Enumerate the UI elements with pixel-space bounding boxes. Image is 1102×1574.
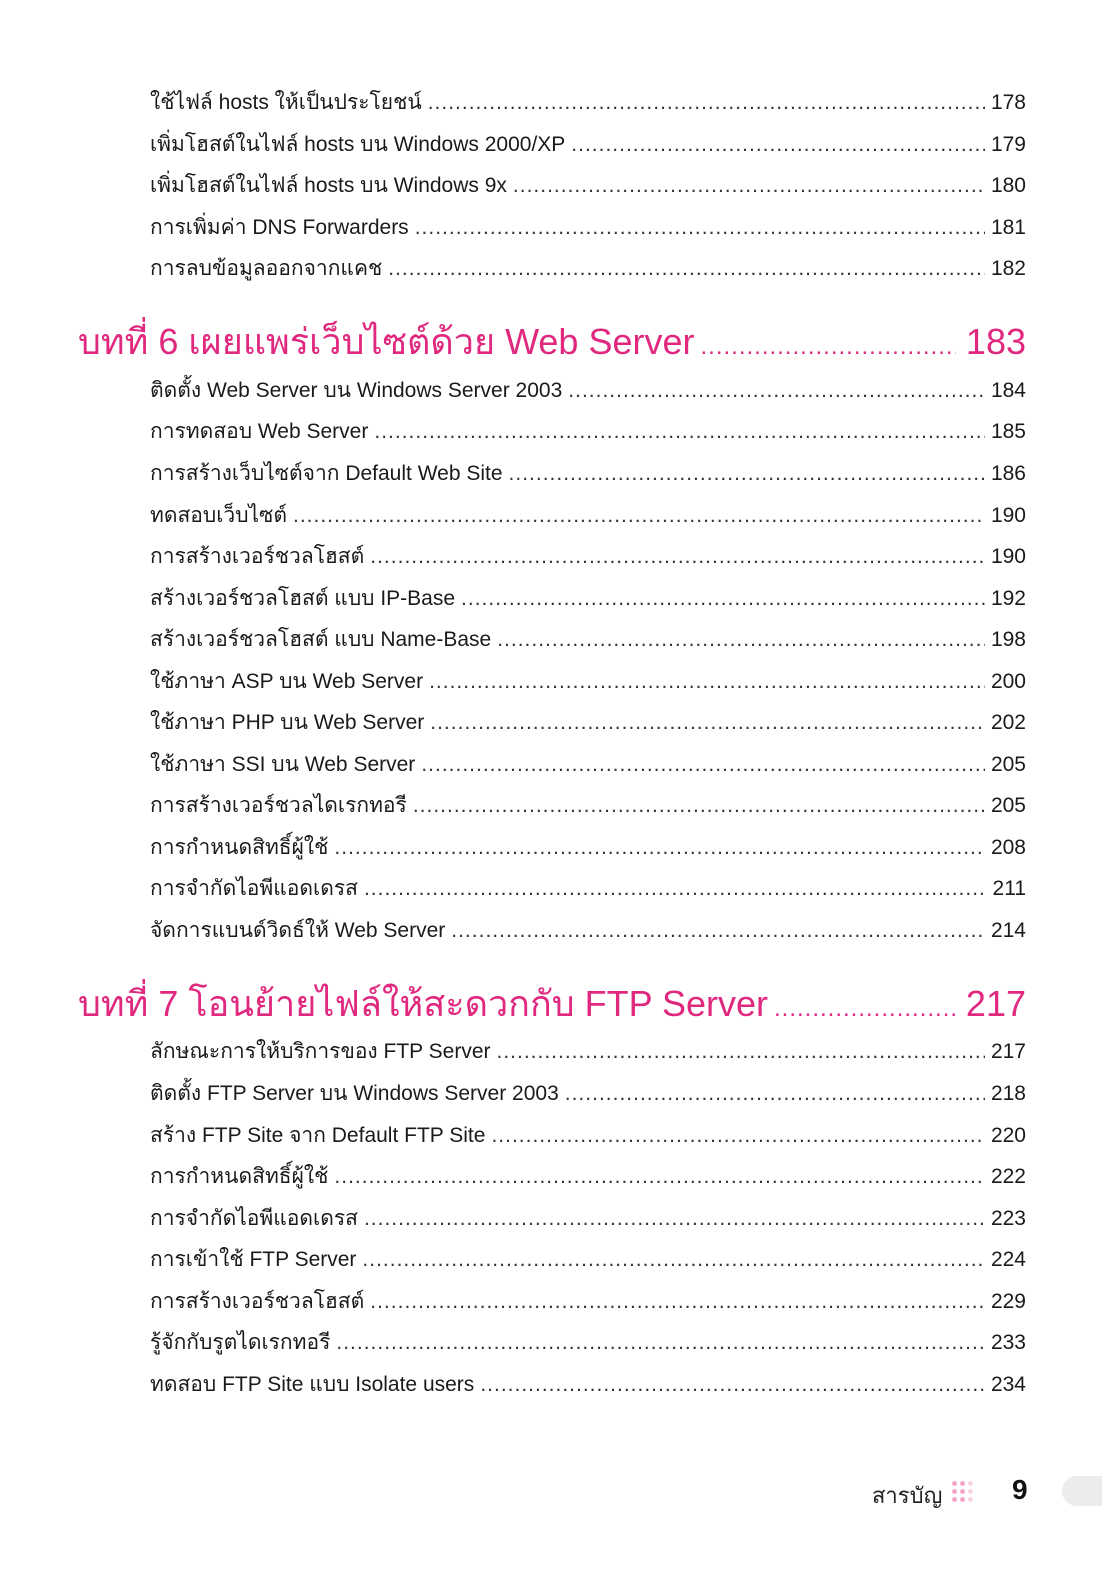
toc-entry[interactable]	[150, 665, 1026, 699]
entry-page: 184	[990, 379, 1026, 402]
entry-page: 198	[990, 628, 1026, 651]
dot-leader	[370, 1285, 985, 1319]
entry-title: ติดตั้ง Web Server บน Windows Server 2003	[150, 379, 563, 402]
entry-page: 186	[990, 462, 1026, 485]
entry-title: การกำหนดสิทธิ์ผู้ใช้	[150, 836, 329, 859]
entry-title: ใช้ไฟล์ hosts ให้เป็นประโยชน์	[150, 91, 422, 114]
dot-grid-icon	[952, 1481, 974, 1503]
dot-leader	[480, 1368, 985, 1402]
dot-leader	[334, 831, 985, 865]
entry-title: สร้างเวอร์ชวลโฮสต์ แบบ Name-Base	[150, 628, 492, 651]
toc-entry[interactable]	[150, 415, 1026, 449]
entry-title: เพิ่มโฮสต์ในไฟล์ hosts บน Windows 9x	[150, 174, 507, 197]
dot-leader	[513, 169, 985, 203]
dot-leader	[565, 1077, 985, 1111]
dot-leader	[413, 789, 985, 823]
chapter-title: บทที่ 7 โอนย้ายไฟล์ให้สะดวกกับ FTP Server	[78, 983, 768, 1024]
dot-leader	[428, 86, 985, 120]
chapter-page: 217	[965, 983, 1026, 1024]
dot-leader	[364, 1202, 985, 1236]
dot-leader	[497, 623, 985, 657]
dot-leader	[568, 374, 985, 408]
entry-title: การทดสอบ Web Server	[150, 420, 369, 443]
dot-leader	[336, 1326, 985, 1360]
entry-page: 222	[990, 1165, 1026, 1188]
toc-entry[interactable]	[150, 582, 1026, 616]
chapter-7-heading[interactable]	[78, 979, 1026, 1029]
entry-title: ลักษณะการให้บริการของ FTP Server	[150, 1040, 491, 1063]
page-number: 9	[1012, 1474, 1028, 1505]
toc-entry[interactable]	[150, 1326, 1026, 1360]
toc-entry[interactable]	[150, 86, 1026, 120]
entry-title: สร้าง FTP Site จาก Default FTP Site	[150, 1124, 486, 1147]
dot-leader	[430, 706, 985, 740]
entry-page: 182	[990, 257, 1026, 280]
toc-entry[interactable]	[150, 211, 1026, 245]
dot-leader	[451, 914, 985, 948]
page-edge-tab	[1062, 1476, 1102, 1506]
entry-title: จัดการแบนด์วิดธ์ให้ Web Server	[150, 919, 446, 942]
entry-title: ใช้ภาษา PHP บน Web Server	[150, 711, 425, 734]
chapter-page: 183	[965, 321, 1026, 362]
entry-page: 217	[990, 1040, 1026, 1063]
entry-page: 178	[990, 91, 1026, 114]
entry-page: 190	[990, 504, 1026, 527]
footer-section-label: สารบัญ	[872, 1484, 943, 1509]
entry-page: 192	[990, 587, 1026, 610]
toc-entry[interactable]	[150, 457, 1026, 491]
toc-entry[interactable]	[150, 540, 1026, 574]
entry-page: 229	[990, 1290, 1026, 1313]
entry-page: 179	[990, 133, 1026, 156]
chapter-6-heading[interactable]	[78, 317, 1026, 367]
dot-leader	[497, 1035, 985, 1069]
entry-title: ใช้ภาษา SSI บน Web Server	[150, 753, 416, 776]
toc-entry[interactable]	[150, 748, 1026, 782]
entry-page: 200	[990, 670, 1026, 693]
entry-page: 202	[990, 711, 1026, 734]
entry-page: 205	[990, 794, 1026, 817]
dot-leader	[571, 128, 985, 162]
entry-page: 220	[990, 1124, 1026, 1147]
entry-page: 208	[990, 836, 1026, 859]
entry-page: 233	[990, 1331, 1026, 1354]
dot-leader	[421, 748, 985, 782]
toc-entry[interactable]	[150, 623, 1026, 657]
entry-title: การจำกัดไอพีแอดเดรส	[150, 1207, 358, 1230]
entry-title: การสร้างเวอร์ชวลโฮสต์	[150, 545, 365, 568]
toc-entry[interactable]	[150, 128, 1026, 162]
dot-leader	[374, 415, 985, 449]
toc-entry[interactable]	[150, 831, 1026, 865]
toc-entry[interactable]	[150, 1035, 1026, 1069]
entry-page: 185	[990, 420, 1026, 443]
entry-title: การเพิ่มค่า DNS Forwarders	[150, 216, 409, 239]
toc-entry[interactable]	[150, 789, 1026, 823]
entry-page: 234	[990, 1373, 1026, 1396]
dot-leader	[334, 1160, 985, 1194]
entry-title: การสร้างเวอร์ชวลโฮสต์	[150, 1290, 365, 1313]
entry-title: ทดสอบ FTP Site แบบ Isolate users	[150, 1373, 475, 1396]
entry-title: การสร้างเว็บไซต์จาก Default Web Site	[150, 462, 503, 485]
dot-leader	[364, 872, 987, 906]
entry-page: 181	[990, 216, 1026, 239]
toc-entry[interactable]	[150, 252, 1026, 286]
entry-page: 224	[990, 1248, 1026, 1271]
toc-entry[interactable]	[150, 872, 1026, 906]
dot-leader	[429, 665, 985, 699]
entry-title: การกำหนดสิทธิ์ผู้ใช้	[150, 1165, 329, 1188]
entry-title: เพิ่มโฮสต์ในไฟล์ hosts บน Windows 2000/XP	[150, 133, 566, 156]
chapter-title: บทที่ 6 เผยแพร่เว็บไซต์ด้วย Web Server	[78, 321, 695, 362]
dot-leader	[491, 1119, 985, 1153]
entry-page: 190	[990, 545, 1026, 568]
entry-title: การเข้าใช้ FTP Server	[150, 1248, 357, 1271]
toc-entry[interactable]	[150, 1368, 1026, 1402]
dot-leader	[293, 499, 985, 533]
dot-leader	[362, 1243, 985, 1277]
toc-entry[interactable]	[150, 914, 1026, 948]
dot-leader	[700, 322, 955, 372]
entry-page: 218	[990, 1082, 1026, 1105]
toc-entry[interactable]	[150, 499, 1026, 533]
toc-entry[interactable]	[150, 1202, 1026, 1236]
toc-entry[interactable]	[150, 1077, 1026, 1111]
dot-leader	[370, 540, 985, 574]
toc-entry[interactable]	[150, 169, 1026, 203]
entry-title: สร้างเวอร์ชวลโฮสต์ แบบ IP-Base	[150, 587, 456, 610]
entry-page: 180	[990, 174, 1026, 197]
entry-title: ใช้ภาษา ASP บน Web Server	[150, 670, 424, 693]
entry-page: 205	[990, 753, 1026, 776]
entry-title: ทดสอบเว็บไซต์	[150, 504, 287, 527]
entry-page: 211	[992, 877, 1026, 900]
dot-leader	[461, 582, 985, 616]
entry-title: รู้จักกับรูตไดเรกทอรี	[150, 1331, 331, 1354]
toc-entry[interactable]	[150, 1243, 1026, 1277]
dot-leader	[415, 211, 985, 245]
toc-entry[interactable]	[150, 1119, 1026, 1153]
entry-title: การลบข้อมูลออกจากแคช	[150, 257, 383, 280]
entry-page: 214	[990, 919, 1026, 942]
entry-page: 223	[990, 1207, 1026, 1230]
toc-entry[interactable]	[150, 1160, 1026, 1194]
toc-entry[interactable]	[150, 706, 1026, 740]
entry-title: ติดตั้ง FTP Server บน Windows Server 2003	[150, 1082, 559, 1105]
dot-leader	[774, 984, 956, 1034]
toc-entry[interactable]	[150, 374, 1026, 408]
toc-entry[interactable]	[150, 1285, 1026, 1319]
dot-leader	[509, 457, 985, 491]
dot-leader	[388, 252, 985, 286]
entry-title: การสร้างเวอร์ชวลไดเรกทอรี	[150, 794, 407, 817]
entry-title: การจำกัดไอพีแอดเดรส	[150, 877, 358, 900]
